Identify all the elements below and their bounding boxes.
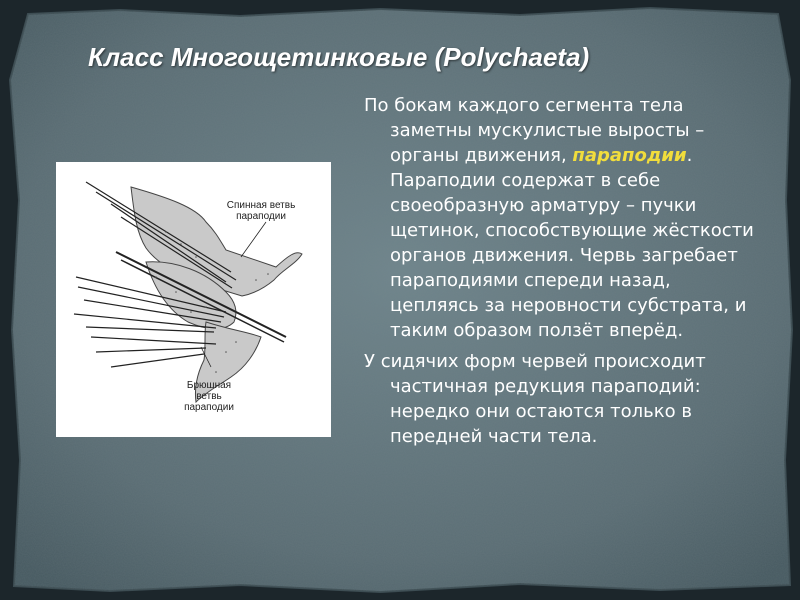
parapodium-illustration [56,162,331,437]
ventral-label-line1: Брюшная [186,380,232,391]
ventral-label-line3: параподии [184,402,234,413]
highlighted-term: параподии [572,145,687,166]
dorsal-branch-label [216,200,306,222]
paragraph1-before: По бокам каждого сегмента тела заметны мускулистые выросты – органы движения, [364,95,705,166]
paragraph1-after: . Параподии содержат в себе своеобразную арматуру – пучки щетинок, способствующие жёсткости органов движения. Червь загребает параподиями спереди назад, цепляясь за неровности субстрата, и таким образом ползёт вперёд. [390,145,754,341]
dorsal-label-line1: Спинная ветвь [226,200,296,211]
ventral-branch-label [174,380,244,413]
dorsal-label-line2: параподии [236,211,286,222]
paragraph-parapodia [364,93,764,343]
ventral-label-line2: ветвь [196,391,222,402]
paragraph-sedentary: У сидячих форм червей происходит частичная редукция параподий: нередко они остаются только в передней части тела. [364,351,706,447]
body-text [364,93,764,455]
slide-title: Класс Многощетинковые (Polychaeta) [88,42,590,72]
